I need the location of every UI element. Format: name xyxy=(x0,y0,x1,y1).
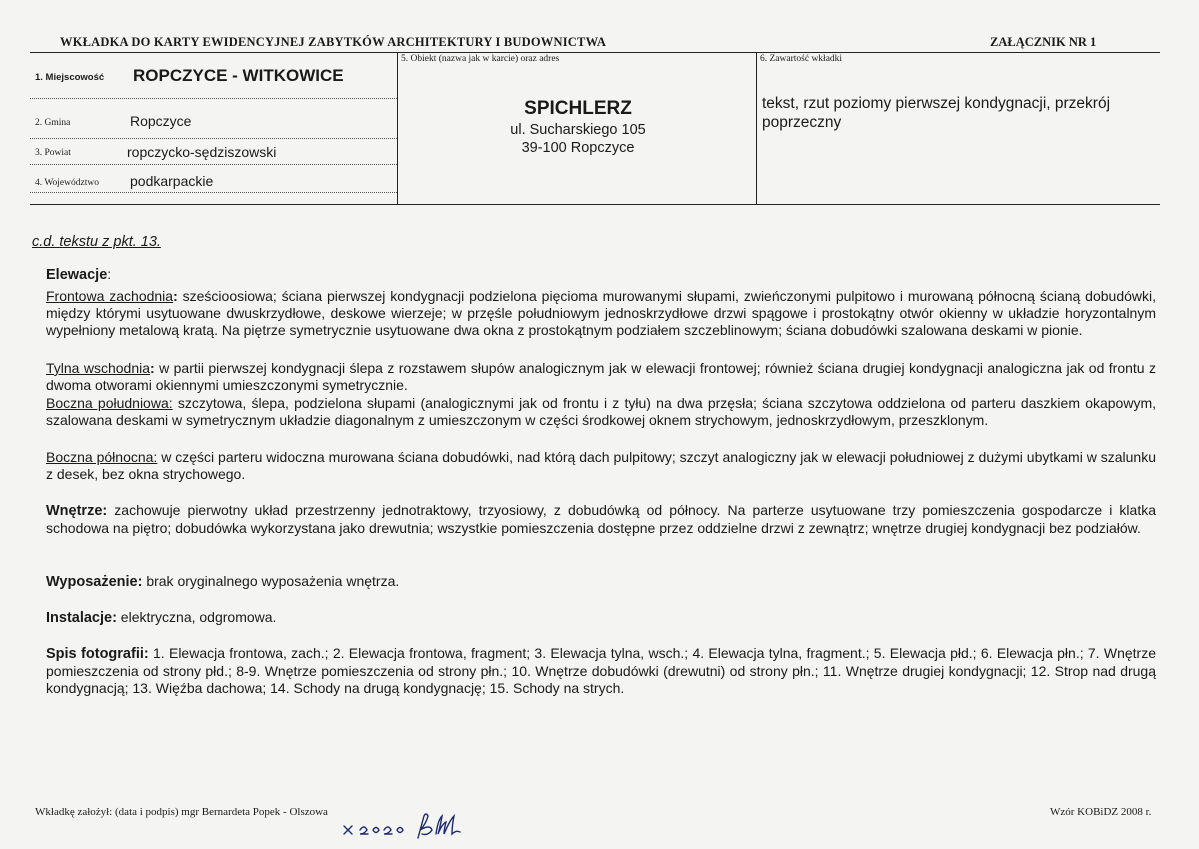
interior-text: zachowuje pierwotny układ przestrzenny jednotraktowy, trzyosiowy, z dobudówką od północy. Na parterze usytuowane trzy pomieszczenia gospodarcze i klatka schodowa na piętro; dobudówka wykorzystana jako drewutnia; wszystkie pomieszczenia dostępne przez oddzielne drzwi z zewnątrz; wnętrze drugiej kondygnacji bez podziałów. xyxy=(46,502,1156,537)
field-value-locality: ROPCZYCE - WITKOWICE xyxy=(133,66,344,85)
installations-paragraph xyxy=(46,609,1156,627)
elevation-text: w partii pierwszej kondygnacji ślepa z rozstawem słupów analogicznym jak w elewacji frontowej; również ściana drugiej kondygnacji analogiczna jak od frontu z dwoma otworami okiennymi umieszczonymi symetrycznie. xyxy=(46,360,1156,394)
form-divider-left xyxy=(397,52,398,204)
object-address-street: ul. Sucharskiego 105 xyxy=(510,122,646,138)
form-divider-right xyxy=(756,52,757,204)
form-bottom-border xyxy=(30,204,1160,205)
field-label-locality: 1. Miejscowość xyxy=(35,72,105,83)
object-address-city: 39-100 Ropczyce xyxy=(521,140,635,156)
interior-paragraph xyxy=(46,502,1156,537)
field-label-commune: 2. Gmina xyxy=(35,118,71,128)
page-header-title: WKŁADKA DO KARTY EWIDENCYJNEJ ZABYTKÓW ARCHITEKTURY I BUDOWNICTWA xyxy=(60,35,607,49)
field-value-commune: Ropczyce xyxy=(130,113,192,129)
continuation-note: c.d. tekstu z pkt. 13. xyxy=(32,234,161,250)
field-label-object: 5. Obiekt (nazwa jak w karcie) oraz adres xyxy=(401,54,560,64)
field-value-voivodeship: podkarpackie xyxy=(130,173,214,189)
elevations-heading-line: Elewacje: xyxy=(46,266,112,283)
form-top-border xyxy=(30,52,1160,53)
object-name: SPICHLERZ xyxy=(524,98,632,119)
elevation-label-separator: : xyxy=(173,288,178,304)
form-row-divider xyxy=(30,98,397,99)
equipment-paragraph xyxy=(46,573,1156,591)
elevation-label: Tylna wschodnia xyxy=(46,360,151,376)
form-row-divider xyxy=(30,164,397,165)
form-row-divider xyxy=(30,192,397,193)
field-label-contents: 6. Zawartość wkładki xyxy=(760,54,843,64)
elevation-east-paragraph xyxy=(46,360,1156,394)
form-row-divider xyxy=(30,138,397,139)
footer-template-version: Wzór KOBiDZ 2008 r. xyxy=(1050,806,1152,818)
elevation-label: Boczna północna: xyxy=(46,449,158,465)
photo-list-paragraph xyxy=(46,645,1156,698)
elevation-south-paragraph xyxy=(46,395,1156,429)
annex-label: ZAŁĄCZNIK NR 1 xyxy=(990,35,1097,49)
elevation-text: w części parteru widoczna murowana ściana dobudówki, nad którą dach pulpitowy; szczyt analogiczny jak w elewacji południowej z dużymi ubytkami w szalunku z desek, bez okna strychowego. xyxy=(46,449,1156,483)
elevation-text: szczytowa, ślepa, podzielona słupami (analogicznymi jak od frontu i z tyłu) na dwa przęsła; ściana szczytowa oddzielona od parteru daszkiem okapowym, szalowana deskami w symetrycznym układzie diagonalnym z umieszczonym w części środkowej oknem strychowym, jednoskrzydłowym, przeszklonym. xyxy=(46,395,1157,429)
elevation-label: Frontowa zachodnia xyxy=(46,288,174,304)
elevation-label: Boczna południowa: xyxy=(46,395,173,411)
elevations-heading: Elewacje xyxy=(46,267,108,283)
field-value-contents: tekst, rzut poziomy pierwszej kondygnacji, przekrój poprzeczny xyxy=(762,95,1111,131)
equipment-text: brak oryginalnego wyposażenia wnętrza. xyxy=(142,573,400,589)
footer-author: Wkładkę założył: (data i podpis) mgr Bernardeta Popek - Olszowa xyxy=(35,806,328,818)
installations-text: elektryczna, odgromowa. xyxy=(116,609,277,625)
photo-list-label: Spis fotografii: xyxy=(46,646,149,662)
field-label-county: 3. Powiat xyxy=(35,148,71,158)
elevation-text: sześcioosiowa; ściana pierwszej kondygnacji podzielona pięcioma murowanymi słupami, zwieńczonymi pulpitowo i murowaną północną ścianą dobudówki, między którymi usytuowane dwuskrzydłowe, deskowe wierzeje; w przęśle południowym jednoskrzydłowe drzwi spągowe i prostokątny otwór okienny w układzie horyzontalnym wypełniony metalową kratą. Na piętrze symetrycznie usytuowane dwa okna z prostokątnym podziałem szczeblinowym; ściana dobudówki szalowana deskami w pionie. xyxy=(46,288,1157,339)
field-value-county: ropczycko-sędziszowski xyxy=(127,144,277,160)
photo-list-text: 1. Elewacja frontowa, zach.; 2. Elewacja frontowa, fragment; 3. Elewacja tylna, wsch.; 4. Elewacja tylna, fragment.; 5. Elewacja płd.; 6. Elewacja płn.; 7. Wnętrze pomieszczenia od strony płd.; 8-9. Wnętrze pomieszczenia od strony płn.; 10. Wnętrze dobudówki (drewutni) od strony płn.; 11. Wnętrze drugiej kondygnacji; 12. Strop nad drugą kondygnacją; 13. Więźba dachowa; 14. Schody na drugą kondygnację; 15. Schody na strych. xyxy=(46,645,1156,697)
installations-label: Instalacje: xyxy=(46,610,117,626)
handwritten-signature xyxy=(340,808,480,849)
elevation-label-separator: : xyxy=(150,360,155,376)
elevation-north-paragraph xyxy=(46,449,1156,483)
elevation-west-paragraph xyxy=(46,288,1156,340)
interior-label: Wnętrze: xyxy=(46,503,108,519)
equipment-label: Wyposażenie: xyxy=(46,574,143,590)
field-label-voivodeship: 4. Województwo xyxy=(35,178,99,188)
